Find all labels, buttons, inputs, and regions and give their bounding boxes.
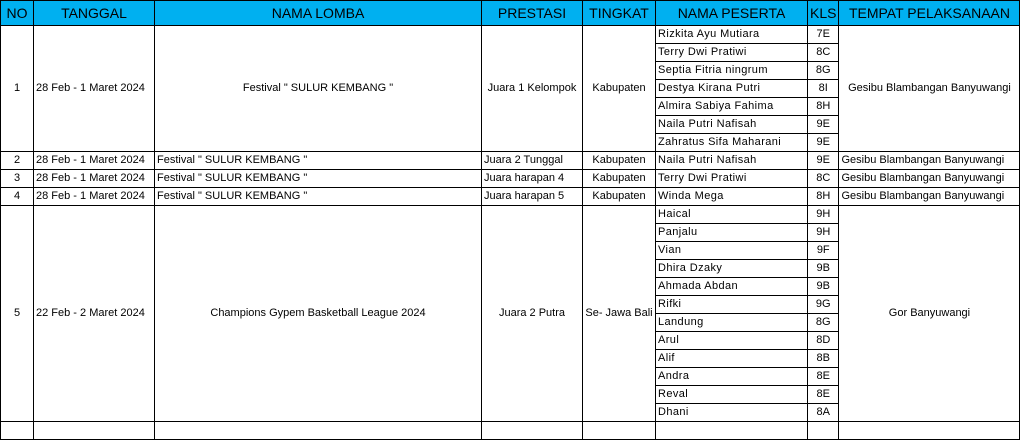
cell-prestasi[interactable]: Juara harapan 5 [482,188,583,206]
cell-nama-peserta[interactable]: Rizkita Ayu Mutiara [656,26,808,44]
header-tanggal[interactable]: TANGGAL [34,1,155,26]
cell-nama-peserta[interactable]: Landung [656,314,808,332]
cell-prestasi[interactable]: Juara 2 Tunggal [482,152,583,170]
cell-nama-peserta[interactable]: Naila Putri Nafisah [656,116,808,134]
cell-nama-peserta[interactable]: Rifki [656,296,808,314]
cell-kls[interactable]: 9E [808,116,839,134]
cell-nama-peserta[interactable]: Septia Fitria ningrum [656,62,808,80]
cell-nama-peserta[interactable]: Reval [656,386,808,404]
cell-nama-peserta[interactable]: Naila Putri Nafisah [656,152,808,170]
cell-no[interactable]: 1 [1,26,34,152]
empty-cell[interactable] [839,422,1020,440]
cell-kls[interactable]: 8I [808,80,839,98]
cell-nama-peserta[interactable]: Vian [656,242,808,260]
cell-nama-peserta[interactable]: Zahratus Sifa Maharani [656,134,808,152]
cell-tempat-pelaksanaan[interactable]: Gesibu Blambangan Banyuwangi [839,170,1020,188]
table-row [1,152,1020,170]
table-row [1,206,1020,224]
empty-cell[interactable] [482,422,583,440]
table-body [1,26,1020,440]
header-row [1,1,1020,26]
cell-kls[interactable]: 8C [808,170,839,188]
cell-tempat-pelaksanaan[interactable]: Gesibu Blambangan Banyuwangi [839,188,1020,206]
cell-no[interactable]: 5 [1,206,34,422]
empty-cell[interactable] [656,422,808,440]
cell-kls[interactable]: 8E [808,368,839,386]
cell-tingkat[interactable]: Kabupaten [583,26,656,152]
cell-tingkat[interactable]: Kabupaten [583,152,656,170]
empty-cell[interactable] [155,422,482,440]
cell-tanggal[interactable]: 28 Feb - 1 Maret 2024 [34,152,155,170]
table-row [1,188,1020,206]
cell-tanggal[interactable]: 22 Feb - 2 Maret 2024 [34,206,155,422]
cell-tanggal[interactable]: 28 Feb - 1 Maret 2024 [34,26,155,152]
table-row [1,26,1020,44]
cell-nama-lomba[interactable]: Festival " SULUR KEMBANG " [155,26,482,152]
cell-kls[interactable]: 8C [808,44,839,62]
cell-tempat-pelaksanaan[interactable]: Gor Banyuwangi [839,206,1020,422]
cell-prestasi[interactable]: Juara 1 Kelompok [482,26,583,152]
cell-kls[interactable]: 8H [808,188,839,206]
cell-kls[interactable]: 7E [808,26,839,44]
empty-cell[interactable] [808,422,839,440]
cell-no[interactable]: 4 [1,188,34,206]
cell-kls[interactable]: 8G [808,62,839,80]
cell-tempat-pelaksanaan[interactable]: Gesibu Blambangan Banyuwangi [839,26,1020,152]
cell-nama-peserta[interactable]: Dhira Dzaky [656,260,808,278]
cell-kls[interactable]: 9E [808,152,839,170]
header-no[interactable]: NO [1,1,34,26]
cell-tingkat[interactable]: Se- Jawa Bali [583,206,656,422]
cell-kls[interactable]: 8B [808,350,839,368]
empty-cell[interactable] [583,422,656,440]
table-row [1,170,1020,188]
header-nama-lomba[interactable]: NAMA LOMBA [155,1,482,26]
cell-nama-peserta[interactable]: Destya Kirana Putri [656,80,808,98]
cell-kls[interactable]: 8G [808,314,839,332]
cell-tempat-pelaksanaan[interactable]: Gesibu Blambangan Banyuwangi [839,152,1020,170]
cell-no[interactable]: 3 [1,170,34,188]
cell-nama-peserta[interactable]: Almira Sabiya Fahima [656,98,808,116]
cell-nama-peserta[interactable]: Terry Dwi Pratiwi [656,170,808,188]
cell-nama-peserta[interactable]: Haical [656,206,808,224]
cell-nama-peserta[interactable]: Ahmada Abdan [656,278,808,296]
cell-prestasi[interactable]: Juara 2 Putra [482,206,583,422]
cell-kls[interactable]: 9H [808,206,839,224]
cell-kls[interactable]: 9B [808,260,839,278]
header-kls[interactable]: KLS [808,1,839,26]
cell-nama-lomba[interactable]: Festival " SULUR KEMBANG " [155,188,482,206]
cell-tanggal[interactable]: 28 Feb - 1 Maret 2024 [34,170,155,188]
cell-tanggal[interactable]: 28 Feb - 1 Maret 2024 [34,188,155,206]
cell-kls[interactable]: 9E [808,134,839,152]
cell-tingkat[interactable]: Kabupaten [583,170,656,188]
cell-nama-lomba[interactable]: Festival " SULUR KEMBANG " [155,170,482,188]
empty-grid-row [1,422,1020,440]
cell-kls[interactable]: 8H [808,98,839,116]
header-prestasi[interactable]: PRESTASI [482,1,583,26]
cell-kls[interactable]: 9B [808,278,839,296]
cell-nama-peserta[interactable]: Winda Mega [656,188,808,206]
cell-tingkat[interactable]: Kabupaten [583,188,656,206]
cell-nama-peserta[interactable]: Terry Dwi Pratiwi [656,44,808,62]
header-tingkat[interactable]: TINGKAT [583,1,656,26]
cell-kls[interactable]: 8A [808,404,839,422]
cell-nama-lomba[interactable]: Champions Gypem Basketball League 2024 [155,206,482,422]
cell-nama-peserta[interactable]: Panjalu [656,224,808,242]
cell-kls[interactable]: 8E [808,386,839,404]
cell-nama-peserta[interactable]: Arul [656,332,808,350]
cell-nama-peserta[interactable]: Alif [656,350,808,368]
cell-kls[interactable]: 9F [808,242,839,260]
cell-kls[interactable]: 9H [808,224,839,242]
empty-cell[interactable] [1,422,34,440]
header-nama-peserta[interactable]: NAMA PESERTA [656,1,808,26]
cell-kls[interactable]: 9G [808,296,839,314]
cell-no[interactable]: 2 [1,152,34,170]
empty-cell[interactable] [34,422,155,440]
cell-kls[interactable]: 8D [808,332,839,350]
cell-nama-lomba[interactable]: Festival " SULUR KEMBANG " [155,152,482,170]
cell-nama-peserta[interactable]: Andra [656,368,808,386]
cell-prestasi[interactable]: Juara harapan 4 [482,170,583,188]
cell-nama-peserta[interactable]: Dhani [656,404,808,422]
header-tempat-pelaksanaan[interactable]: TEMPAT PELAKSANAAN [839,1,1020,26]
